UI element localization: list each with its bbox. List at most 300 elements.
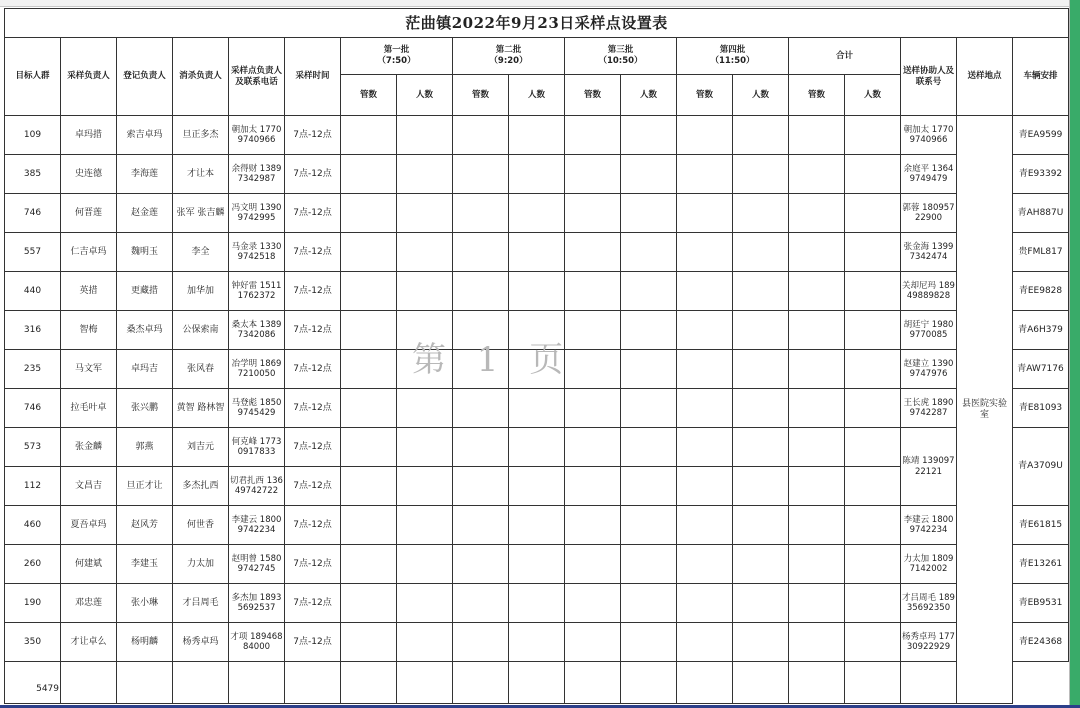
- cell-count: [845, 467, 901, 506]
- cell-count: [565, 584, 621, 623]
- cell-count: [845, 116, 901, 155]
- header-tubes: 管数: [677, 75, 733, 116]
- header-delivery-place: 送样地点: [957, 38, 1013, 116]
- cell-registrar: 李建玉: [117, 545, 173, 584]
- cell-site-contact: 才项 18946884000: [229, 623, 285, 662]
- cell-site-contact: 李建云 18009742234: [229, 506, 285, 545]
- cell-empty: [229, 662, 285, 704]
- cell-empty: [901, 662, 957, 704]
- cell-count: [397, 155, 453, 194]
- header-people: 人数: [397, 75, 453, 116]
- column-header-strip: [0, 0, 1080, 7]
- cell-empty: [453, 662, 509, 704]
- table-row: [5, 155, 1069, 194]
- cell-count: [789, 545, 845, 584]
- cell-count: [565, 350, 621, 389]
- table-row: [5, 194, 1069, 233]
- cell-time: 7点-12点: [285, 584, 341, 623]
- cell-count: [733, 428, 789, 467]
- cell-registrar: 郭燕: [117, 428, 173, 467]
- header-tubes: 管数: [453, 75, 509, 116]
- cell-count: [733, 116, 789, 155]
- cell-total-people: 5479: [5, 662, 61, 704]
- cell-count: [453, 233, 509, 272]
- cell-delivery-contact: 王长虎 18909742287: [901, 389, 957, 428]
- cell-count: [397, 116, 453, 155]
- cell-count: [677, 506, 733, 545]
- header-tubes: 管数: [341, 75, 397, 116]
- cell-count: [509, 584, 565, 623]
- cell-empty: [509, 662, 565, 704]
- cell-count: [621, 428, 677, 467]
- cell-empty: [61, 662, 117, 704]
- cell-count: [621, 272, 677, 311]
- header-registrar: 登记负责人: [117, 38, 173, 116]
- cell-count: [621, 389, 677, 428]
- header-disinfector: 消杀负责人: [173, 38, 229, 116]
- cell-site-contact: 余得财 13897342987: [229, 155, 285, 194]
- cell-count: [845, 545, 901, 584]
- cell-count: [397, 428, 453, 467]
- cell-target: 460: [5, 506, 61, 545]
- cell-count: [453, 116, 509, 155]
- cell-empty: [565, 662, 621, 704]
- cell-time: 7点-12点: [285, 467, 341, 506]
- cell-disinfector: 张军 张吉麟: [173, 194, 229, 233]
- cell-disinfector: 才让本: [173, 155, 229, 194]
- cell-time: 7点-12点: [285, 272, 341, 311]
- cell-time: 7点-12点: [285, 350, 341, 389]
- cell-registrar: 张小琳: [117, 584, 173, 623]
- sampling-site-table: [4, 8, 1069, 704]
- cell-count: [733, 272, 789, 311]
- cell-sampler: 文昌吉: [61, 467, 117, 506]
- cell-delivery-contact: 张金海 13997342474: [901, 233, 957, 272]
- cell-target: 746: [5, 389, 61, 428]
- cell-count: [397, 272, 453, 311]
- cell-count: [341, 155, 397, 194]
- cell-count: [677, 623, 733, 662]
- cell-target: 573: [5, 428, 61, 467]
- cell-count: [453, 350, 509, 389]
- cell-count: [565, 311, 621, 350]
- cell-count: [621, 233, 677, 272]
- cell-empty: [285, 662, 341, 704]
- cell-count: [621, 545, 677, 584]
- cell-sampler: 马文军: [61, 350, 117, 389]
- header-batch2: 第二批 （9:20）: [453, 38, 565, 75]
- cell-disinfector: 旦正多杰: [173, 116, 229, 155]
- cell-count: [397, 350, 453, 389]
- cell-count: [453, 428, 509, 467]
- cell-count: [509, 545, 565, 584]
- cell-count: [341, 428, 397, 467]
- cell-delivery-contact: 陈靖 13909722121: [901, 428, 957, 506]
- cell-count: [733, 545, 789, 584]
- cell-empty: [733, 662, 789, 704]
- cell-vehicle: 青EB9531: [1013, 584, 1069, 623]
- cell-vehicle: 青E13261: [1013, 545, 1069, 584]
- cell-count: [565, 506, 621, 545]
- cell-count: [453, 506, 509, 545]
- cell-count: [845, 311, 901, 350]
- cell-count: [509, 506, 565, 545]
- cell-count: [397, 506, 453, 545]
- cell-time: 7点-12点: [285, 311, 341, 350]
- header-tubes: 管数: [565, 75, 621, 116]
- cell-registrar: 杨明麟: [117, 623, 173, 662]
- cell-count: [341, 506, 397, 545]
- cell-site-contact: 切君扎西 13649742722: [229, 467, 285, 506]
- cell-count: [509, 623, 565, 662]
- cell-delivery-contact: 郭蓉 18095722900: [901, 194, 957, 233]
- table-row: [5, 545, 1069, 584]
- cell-empty: [173, 662, 229, 704]
- cell-registrar: 卓玛吉: [117, 350, 173, 389]
- table-row: [5, 389, 1069, 428]
- cell-count: [845, 428, 901, 467]
- cell-count: [341, 350, 397, 389]
- cell-count: [397, 311, 453, 350]
- cell-disinfector: 杨秀卓玛: [173, 623, 229, 662]
- cell-count: [509, 311, 565, 350]
- cell-count: [565, 155, 621, 194]
- cell-count: [677, 116, 733, 155]
- cell-count: [677, 311, 733, 350]
- cell-registrar: 旦正才让: [117, 467, 173, 506]
- cell-count: [677, 350, 733, 389]
- cell-sampler: 智梅: [61, 311, 117, 350]
- table-title: 茫曲镇2022年9月23日采样点设置表: [5, 9, 1069, 38]
- cell-count: [453, 584, 509, 623]
- cell-vehicle: 青A6H379: [1013, 311, 1069, 350]
- cell-time: 7点-12点: [285, 194, 341, 233]
- cell-vehicle: 青A3709U: [1013, 428, 1069, 506]
- cell-site-contact: 朝加太 17709740966: [229, 116, 285, 155]
- page-watermark: 第 1 页: [412, 340, 574, 380]
- cell-disinfector: 刘吉元: [173, 428, 229, 467]
- cell-count: [341, 194, 397, 233]
- cell-count: [341, 545, 397, 584]
- cell-count: [341, 272, 397, 311]
- cell-count: [341, 584, 397, 623]
- cell-delivery-place: 县医院实验室: [957, 116, 1013, 704]
- cell-count: [621, 194, 677, 233]
- cell-site-contact: 马登彪 18509745429: [229, 389, 285, 428]
- cell-count: [621, 116, 677, 155]
- cell-count: [789, 311, 845, 350]
- header-sampler: 采样负责人: [61, 38, 117, 116]
- cell-count: [565, 116, 621, 155]
- cell-site-contact: 冶学明 18697210050: [229, 350, 285, 389]
- cell-count: [621, 623, 677, 662]
- cell-count: [565, 272, 621, 311]
- cell-count: [621, 350, 677, 389]
- cell-count: [733, 506, 789, 545]
- cell-registrar: 桑杰卓玛: [117, 311, 173, 350]
- cell-count: [509, 350, 565, 389]
- cell-count: [341, 467, 397, 506]
- header-target: 目标人群: [5, 38, 61, 116]
- header-people: 人数: [509, 75, 565, 116]
- cell-count: [677, 272, 733, 311]
- cell-vehicle: 青E81093: [1013, 389, 1069, 428]
- cell-site-contact: 马金录 13309742518: [229, 233, 285, 272]
- cell-target: 316: [5, 311, 61, 350]
- cell-target: 235: [5, 350, 61, 389]
- cell-count: [509, 389, 565, 428]
- cell-count: [397, 194, 453, 233]
- cell-count: [845, 233, 901, 272]
- cell-empty: [845, 662, 901, 704]
- cell-count: [789, 506, 845, 545]
- cell-count: [677, 584, 733, 623]
- cell-count: [341, 233, 397, 272]
- cell-count: [845, 623, 901, 662]
- cell-empty: [677, 662, 733, 704]
- cell-sampler: 夏吾卓玛: [61, 506, 117, 545]
- cell-site-contact: 冯文明 13909742995: [229, 194, 285, 233]
- cell-disinfector: 黄智 路林智: [173, 389, 229, 428]
- cell-disinfector: 公保索南: [173, 311, 229, 350]
- cell-count: [677, 428, 733, 467]
- cell-count: [677, 467, 733, 506]
- cell-count: [453, 272, 509, 311]
- cell-count: [789, 467, 845, 506]
- cell-count: [621, 584, 677, 623]
- cell-count: [733, 155, 789, 194]
- cell-delivery-contact: 赵建立 13909747976: [901, 350, 957, 389]
- cell-count: [621, 311, 677, 350]
- cell-empty: [397, 662, 453, 704]
- cell-disinfector: 张风春: [173, 350, 229, 389]
- header-time: 采样时间: [285, 38, 341, 116]
- cell-count: [453, 311, 509, 350]
- cell-empty: [789, 662, 845, 704]
- cell-count: [789, 116, 845, 155]
- cell-target: 385: [5, 155, 61, 194]
- cell-count: [565, 545, 621, 584]
- cell-count: [341, 116, 397, 155]
- cell-count: [565, 428, 621, 467]
- table-row: [5, 584, 1069, 623]
- cell-count: [565, 194, 621, 233]
- cell-count: [677, 233, 733, 272]
- header-people: 人数: [845, 75, 901, 116]
- cell-site-contact: 何克峰 17730917833: [229, 428, 285, 467]
- table-row: [5, 623, 1069, 662]
- cell-time: 7点-12点: [285, 428, 341, 467]
- cell-empty: [117, 662, 173, 704]
- cell-count: [845, 584, 901, 623]
- cell-sampler: 史连德: [61, 155, 117, 194]
- cell-sampler: 拉毛叶卓: [61, 389, 117, 428]
- cell-registrar: 索吉卓玛: [117, 116, 173, 155]
- cell-registrar: 赵金莲: [117, 194, 173, 233]
- cell-time: 7点-12点: [285, 389, 341, 428]
- cell-sampler: 才让卓么: [61, 623, 117, 662]
- cell-count: [565, 467, 621, 506]
- cell-count: [453, 467, 509, 506]
- cell-delivery-contact: 胡廷宁 19809770085: [901, 311, 957, 350]
- cell-delivery-contact: 朝加太 17709740966: [901, 116, 957, 155]
- cell-delivery-contact: 杨秀卓玛 17730922929: [901, 623, 957, 662]
- cell-count: [733, 584, 789, 623]
- cell-disinfector: 力太加: [173, 545, 229, 584]
- cell-count: [677, 155, 733, 194]
- cell-count: [565, 233, 621, 272]
- cell-vehicle: 青E93392: [1013, 155, 1069, 194]
- cell-time: 7点-12点: [285, 116, 341, 155]
- cell-count: [789, 233, 845, 272]
- header-tubes: 管数: [789, 75, 845, 116]
- cell-vehicle: 青EA9599: [1013, 116, 1069, 155]
- cell-count: [733, 389, 789, 428]
- cell-count: [453, 623, 509, 662]
- cell-count: [509, 233, 565, 272]
- cell-empty: [341, 662, 397, 704]
- cell-target: 260: [5, 545, 61, 584]
- cell-count: [845, 272, 901, 311]
- cell-count: [397, 233, 453, 272]
- cell-count: [341, 623, 397, 662]
- cell-count: [677, 545, 733, 584]
- sheet-scroll-indicator[interactable]: [1070, 0, 1080, 708]
- cell-count: [453, 194, 509, 233]
- cell-count: [789, 623, 845, 662]
- cell-sampler: 邓忠莲: [61, 584, 117, 623]
- cell-vehicle: 青AW7176: [1013, 350, 1069, 389]
- cell-count: [621, 155, 677, 194]
- header-people: 人数: [733, 75, 789, 116]
- cell-count: [789, 350, 845, 389]
- cell-count: [621, 467, 677, 506]
- cell-count: [453, 545, 509, 584]
- cell-target: 557: [5, 233, 61, 272]
- cell-count: [341, 311, 397, 350]
- cell-count: [397, 623, 453, 662]
- cell-count: [509, 467, 565, 506]
- cell-count: [509, 428, 565, 467]
- cell-vehicle: 青EE9828: [1013, 272, 1069, 311]
- cell-count: [453, 155, 509, 194]
- cell-sampler: 张金麟: [61, 428, 117, 467]
- cell-sampler: 仁吉卓玛: [61, 233, 117, 272]
- cell-target: 440: [5, 272, 61, 311]
- table-row: [5, 506, 1069, 545]
- cell-delivery-contact: 力太加 18097142002: [901, 545, 957, 584]
- cell-count: [733, 623, 789, 662]
- cell-delivery-contact: 余庭平 13649749479: [901, 155, 957, 194]
- cell-time: 7点-12点: [285, 233, 341, 272]
- cell-disinfector: 何世香: [173, 506, 229, 545]
- cell-sampler: 何建斌: [61, 545, 117, 584]
- cell-count: [845, 506, 901, 545]
- cell-vehicle: 青AH887U: [1013, 194, 1069, 233]
- header-batch4: 第四批 （11:50）: [677, 38, 789, 75]
- cell-time: 7点-12点: [285, 506, 341, 545]
- table-row: [5, 233, 1069, 272]
- cell-count: [397, 584, 453, 623]
- header-site-contact: 采样点负责人及联系电话: [229, 38, 285, 116]
- cell-disinfector: 多杰扎西: [173, 467, 229, 506]
- cell-count: [621, 506, 677, 545]
- cell-count: [789, 155, 845, 194]
- header-total: 合计: [789, 38, 901, 75]
- cell-target: 109: [5, 116, 61, 155]
- cell-count: [677, 389, 733, 428]
- cell-registrar: 魏明玉: [117, 233, 173, 272]
- cell-count: [733, 350, 789, 389]
- cell-count: [565, 623, 621, 662]
- table-row: [5, 272, 1069, 311]
- cell-registrar: 赵风芳: [117, 506, 173, 545]
- cell-count: [733, 194, 789, 233]
- header-batch3: 第三批 （10:50）: [565, 38, 677, 75]
- cell-sampler: 何晋莲: [61, 194, 117, 233]
- cell-count: [845, 389, 901, 428]
- cell-time: 7点-12点: [285, 623, 341, 662]
- cell-disinfector: 才吕周毛: [173, 584, 229, 623]
- cell-site-contact: 桑太本 13897342086: [229, 311, 285, 350]
- cell-count: [789, 584, 845, 623]
- cell-sampler: 卓玛措: [61, 116, 117, 155]
- cell-disinfector: 加华加: [173, 272, 229, 311]
- cell-count: [845, 194, 901, 233]
- cell-empty: [621, 662, 677, 704]
- cell-vehicle: 青E24368: [1013, 623, 1069, 662]
- cell-target: 350: [5, 623, 61, 662]
- cell-count: [453, 389, 509, 428]
- cell-count: [509, 194, 565, 233]
- cell-target: 746: [5, 194, 61, 233]
- total-row: [5, 662, 1069, 704]
- cell-count: [397, 389, 453, 428]
- cell-sampler: 英措: [61, 272, 117, 311]
- header-vehicle: 车辆安排: [1013, 38, 1069, 116]
- table-row: [5, 350, 1069, 389]
- cell-count: [733, 467, 789, 506]
- cell-count: [845, 350, 901, 389]
- cell-count: [509, 116, 565, 155]
- table-row: [5, 311, 1069, 350]
- cell-count: [397, 545, 453, 584]
- cell-vehicle: 贵FML817: [1013, 233, 1069, 272]
- cell-delivery-contact: 才吕周毛 18935692350: [901, 584, 957, 623]
- cell-time: 7点-12点: [285, 545, 341, 584]
- cell-count: [789, 428, 845, 467]
- cell-target: 112: [5, 467, 61, 506]
- cell-count: [789, 389, 845, 428]
- cell-count: [789, 272, 845, 311]
- cell-delivery-contact: 李建云 18009742234: [901, 506, 957, 545]
- cell-count: [509, 272, 565, 311]
- cell-count: [341, 389, 397, 428]
- header-delivery-contact: 送样协助人及 联系号: [901, 38, 957, 116]
- cell-site-contact: 钟好雷 15111762372: [229, 272, 285, 311]
- table-row: [5, 116, 1069, 155]
- cell-disinfector: 李全: [173, 233, 229, 272]
- cell-count: [677, 194, 733, 233]
- cell-registrar: 李海莲: [117, 155, 173, 194]
- cell-registrar: 更藏措: [117, 272, 173, 311]
- cell-delivery-contact: 关却尼玛 18949889828: [901, 272, 957, 311]
- cell-target: 190: [5, 584, 61, 623]
- cell-count: [565, 389, 621, 428]
- cell-count: [509, 155, 565, 194]
- header-batch1: 第一批 （7:50）: [341, 38, 453, 75]
- cell-count: [397, 467, 453, 506]
